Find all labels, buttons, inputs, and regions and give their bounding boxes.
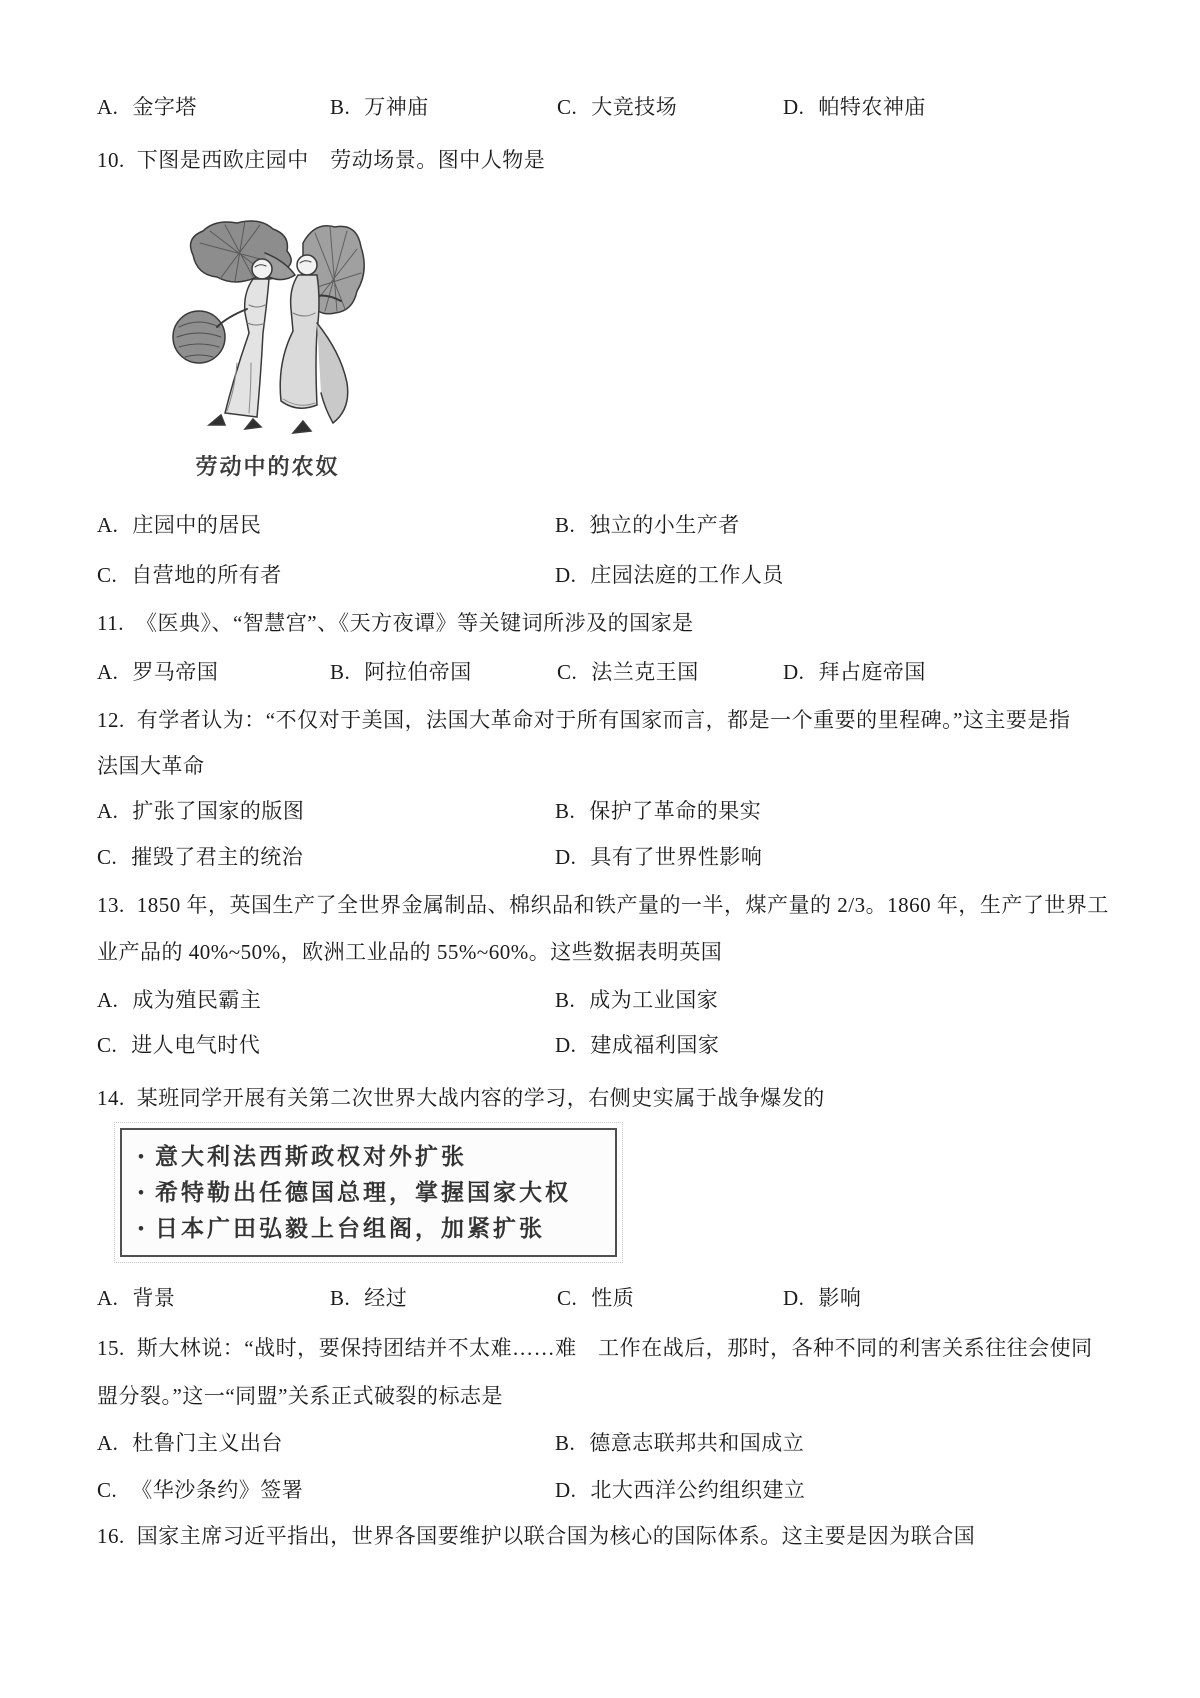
option-label: D. bbox=[555, 563, 577, 587]
option-text: 《华沙条约》签署 bbox=[131, 1478, 304, 1502]
q13-option-d bbox=[555, 1030, 719, 1060]
bullet-icon: • bbox=[138, 1183, 147, 1202]
question-text: 国家主席习近平指出，世界各国要维护以联合国为核心的国际体系。这主要是因为联合国 bbox=[136, 1524, 976, 1548]
option-text: 庄园法庭的工作人员 bbox=[590, 563, 784, 587]
option-text: 经过 bbox=[364, 1286, 408, 1310]
question-number: 11. bbox=[97, 611, 124, 635]
option-label: C. bbox=[97, 1033, 118, 1057]
option-text: 庄园中的居民 bbox=[132, 513, 262, 537]
q10-option-a bbox=[97, 510, 261, 540]
option-label: D. bbox=[783, 660, 805, 684]
q12-option-d bbox=[555, 842, 762, 872]
option-label: D. bbox=[555, 845, 577, 869]
q12-stem-line1 bbox=[97, 705, 1140, 735]
bullet-icon: • bbox=[138, 1219, 147, 1238]
option-label: C. bbox=[97, 845, 118, 869]
option-text: 成为殖民霸主 bbox=[132, 988, 262, 1012]
q12-option-a bbox=[97, 796, 304, 826]
question-number: 15. bbox=[97, 1336, 125, 1360]
option-text: 拜占庭帝国 bbox=[818, 660, 926, 684]
q13-stem-line1 bbox=[97, 890, 1140, 920]
question-text: 盟分裂。”这一“同盟”关系正式破裂的标志是 bbox=[97, 1384, 503, 1408]
q16-stem bbox=[97, 1521, 1140, 1551]
serfs-woodcut-image bbox=[165, 213, 370, 443]
fact-text: 意大利法西斯政权对外扩张 bbox=[154, 1144, 467, 1169]
q13-option-c bbox=[97, 1030, 260, 1060]
question-text: 斯大林说：“战时，要保持团结并不太难……难 工作在战后，那时，各种不同的利害关系往往会使同 bbox=[136, 1336, 1093, 1360]
q15-option-c bbox=[97, 1475, 303, 1505]
question-number: 10. bbox=[97, 148, 125, 172]
option-text: 大竞技场 bbox=[591, 95, 678, 119]
q15-option-b bbox=[555, 1428, 804, 1458]
question-number: 16. bbox=[97, 1524, 125, 1548]
q9-option-a bbox=[97, 92, 197, 122]
option-label: A. bbox=[97, 660, 119, 684]
q15-option-a bbox=[97, 1428, 283, 1458]
q9-option-d bbox=[783, 92, 926, 122]
option-text: 自营地的所有者 bbox=[131, 563, 282, 587]
q13-option-b bbox=[555, 985, 718, 1015]
q12-option-b bbox=[555, 796, 761, 826]
fact-text: 希特勒出任德国总理，掌握国家大权 bbox=[154, 1180, 571, 1205]
fact-line bbox=[138, 1139, 615, 1175]
option-text: 德意志联邦共和国成立 bbox=[589, 1431, 805, 1455]
option-text: 保护了革命的果实 bbox=[589, 799, 762, 823]
question-text: 1850 年，英国生产了全世界金属制品、棉织品和铁产量的一半，煤产量的 2/3。1860 年，生产了世界工 bbox=[136, 893, 1109, 917]
q9-option-b bbox=[330, 92, 429, 122]
option-text: 背景 bbox=[132, 1286, 176, 1310]
option-text: 摧毁了君主的统治 bbox=[131, 845, 304, 869]
option-text: 万神庙 bbox=[364, 95, 429, 119]
option-text: 帕特农神庙 bbox=[818, 95, 926, 119]
question-text: 某班同学开展有关第二次世界大战内容的学习，右侧史实属于战争爆发的 bbox=[136, 1086, 825, 1110]
option-text: 具有了世界性影响 bbox=[590, 845, 763, 869]
option-text: 进人电气时代 bbox=[131, 1033, 261, 1057]
option-label: D. bbox=[783, 95, 805, 119]
option-label: C. bbox=[557, 95, 578, 119]
q11-stem bbox=[97, 608, 1140, 638]
option-label: D. bbox=[555, 1033, 577, 1057]
q13-stem-line2 bbox=[97, 937, 1140, 967]
bullet-icon: • bbox=[138, 1147, 147, 1166]
fact-line bbox=[138, 1211, 615, 1247]
fact-line bbox=[138, 1175, 615, 1211]
option-label: A. bbox=[97, 988, 119, 1012]
option-label: D. bbox=[555, 1478, 577, 1502]
q11-option-d bbox=[783, 657, 926, 687]
option-text: 杜鲁门主义出台 bbox=[132, 1431, 283, 1455]
q12-stem-line2 bbox=[97, 751, 1140, 781]
option-text: 独立的小生产者 bbox=[589, 513, 740, 537]
q14-option-c bbox=[557, 1283, 634, 1313]
fact-text: 日本广田弘毅上台组阁，加紧扩张 bbox=[154, 1216, 545, 1241]
option-text: 影响 bbox=[818, 1286, 862, 1310]
option-label: B. bbox=[330, 95, 351, 119]
option-label: D. bbox=[783, 1286, 805, 1310]
option-label: A. bbox=[97, 799, 119, 823]
option-text: 性质 bbox=[591, 1286, 635, 1310]
q15-stem-line2 bbox=[97, 1381, 1140, 1411]
question-text: 法国大革命 bbox=[97, 754, 205, 778]
option-label: B. bbox=[330, 1286, 351, 1310]
option-text: 成为工业国家 bbox=[589, 988, 719, 1012]
q9-option-c bbox=[557, 92, 677, 122]
option-label: C. bbox=[557, 1286, 578, 1310]
option-label: A. bbox=[97, 1431, 119, 1455]
figure-caption: 劳动中的农奴 bbox=[195, 454, 340, 479]
q14-facts-box bbox=[120, 1128, 617, 1257]
q10-option-d bbox=[555, 560, 784, 590]
q10-option-c bbox=[97, 560, 282, 590]
q10-stem bbox=[97, 145, 1140, 175]
option-text: 法兰克王国 bbox=[591, 660, 699, 684]
question-text: 《医典》、“智慧宫”、《天方夜谭》等关键词所涉及的国家是 bbox=[135, 611, 694, 635]
q10-option-b bbox=[555, 510, 740, 540]
option-label: A. bbox=[97, 513, 119, 537]
option-label: A. bbox=[97, 95, 119, 119]
q15-option-d bbox=[555, 1475, 805, 1505]
question-text: 业产品的 40%~50%，欧洲工业品的 55%~60%。这些数据表明英国 bbox=[97, 940, 723, 964]
q13-option-a bbox=[97, 985, 261, 1015]
q14-option-b bbox=[330, 1283, 407, 1313]
option-text: 金字塔 bbox=[132, 95, 197, 119]
q11-option-a bbox=[97, 657, 218, 687]
option-label: B. bbox=[555, 1431, 576, 1455]
q11-option-b bbox=[330, 657, 472, 687]
option-label: C. bbox=[557, 660, 578, 684]
q14-option-a bbox=[97, 1283, 175, 1313]
option-label: B. bbox=[330, 660, 351, 684]
q14-stem bbox=[97, 1083, 1140, 1113]
option-label: A. bbox=[97, 1286, 119, 1310]
option-text: 建成福利国家 bbox=[590, 1033, 720, 1057]
question-number: 12. bbox=[97, 708, 125, 732]
option-label: B. bbox=[555, 513, 576, 537]
option-label: C. bbox=[97, 1478, 118, 1502]
option-label: B. bbox=[555, 799, 576, 823]
question-number: 13. bbox=[97, 893, 125, 917]
q12-option-c bbox=[97, 842, 303, 872]
serfs-illustration bbox=[165, 213, 370, 443]
q14-option-d bbox=[783, 1283, 861, 1313]
option-text: 罗马帝国 bbox=[132, 660, 219, 684]
question-text: 下图是西欧庄园中 劳动场景。图中人物是 bbox=[136, 148, 546, 172]
option-label: B. bbox=[555, 988, 576, 1012]
question-number: 14. bbox=[97, 1086, 125, 1110]
option-text: 北大西洋公约组织建立 bbox=[590, 1478, 806, 1502]
q15-stem-line1 bbox=[97, 1333, 1140, 1363]
q11-option-c bbox=[557, 657, 699, 687]
option-label: C. bbox=[97, 563, 118, 587]
option-text: 扩张了国家的版图 bbox=[132, 799, 305, 823]
option-text: 阿拉伯帝国 bbox=[364, 660, 472, 684]
question-text: 有学者认为：“不仅对于美国，法国大革命对于所有国家而言，都是一个重要的里程碑。”这主要是指 bbox=[136, 708, 1071, 732]
